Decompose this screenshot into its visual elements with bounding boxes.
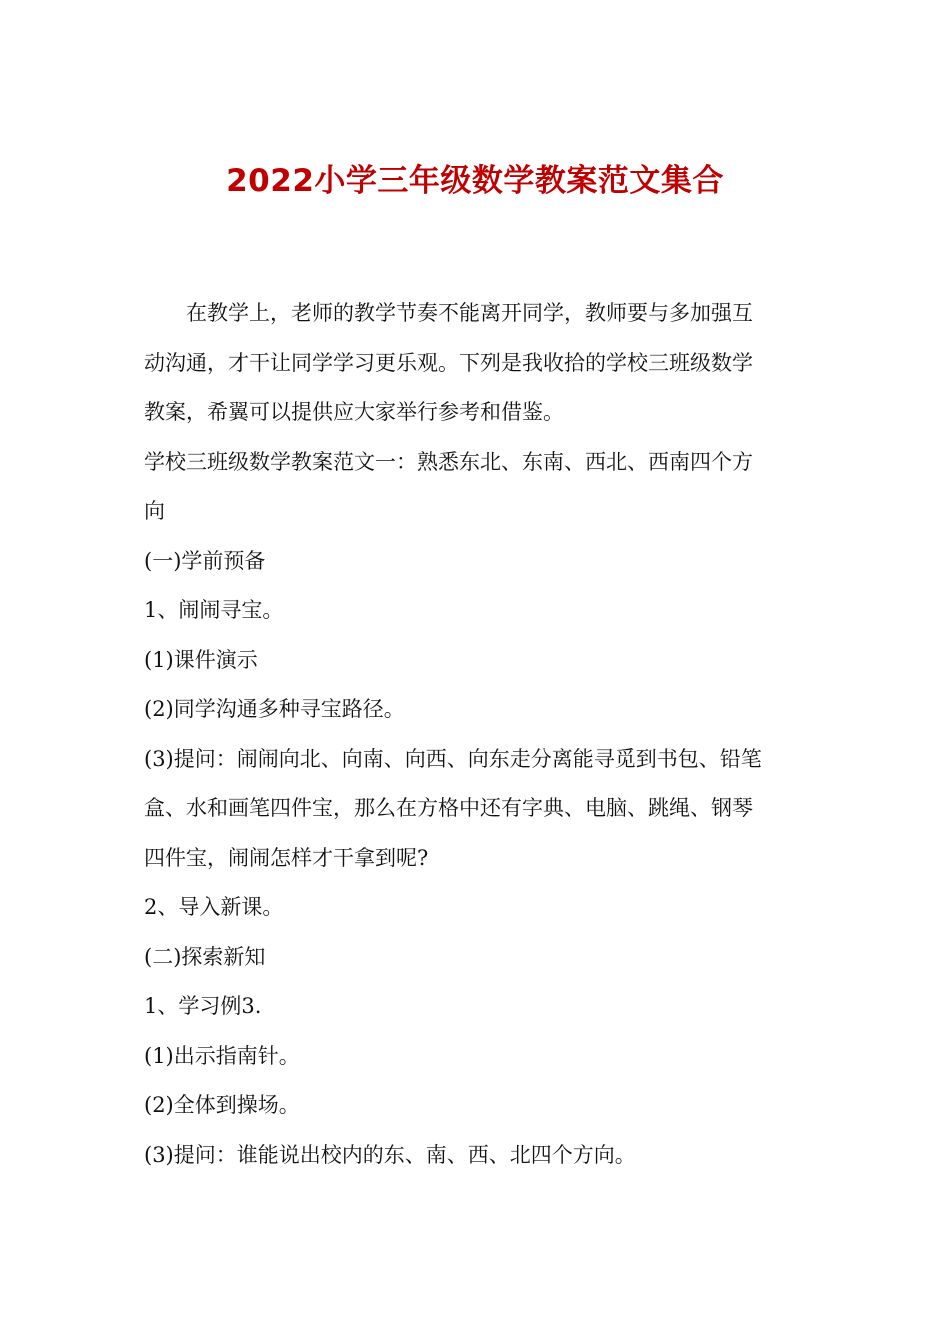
list-item: (3)提问：闹闹向北、向南、向西、向东走分离能寻觅到书包、铅笔 bbox=[144, 746, 762, 771]
list-item: (1)出示指南针。 bbox=[144, 1043, 300, 1068]
subsection-heading: (一)学前预备 bbox=[144, 548, 266, 573]
section-heading: 学校三班级数学教案范文一：熟悉东北、东南、西北、西南四个方 bbox=[144, 449, 753, 474]
list-item: (2)全体到操场。 bbox=[144, 1093, 300, 1117]
text-line: 教案，希翼可以提供应大家举行参考和借鉴。 bbox=[144, 400, 564, 424]
subsection-heading: (二)探索新知 bbox=[144, 944, 266, 969]
list-item: (3)提问：谁能说出校内的东、南、西、北四个方向。 bbox=[144, 1142, 636, 1167]
list-item: 2、导入新课。 bbox=[144, 895, 284, 919]
list-item: 1、闹闹寻宝。 bbox=[144, 598, 284, 622]
text-line: 动沟通，才干让同学学习更乐观。下列是我收拾的学校三班级数学 bbox=[144, 350, 753, 375]
list-item: (1)课件演示 bbox=[144, 647, 258, 672]
list-item: 1、学习例3. bbox=[144, 994, 262, 1018]
text-line: 四件宝，闹闹怎样才干拿到呢? bbox=[144, 845, 429, 870]
list-item: (2)同学沟通多种寻宝路径。 bbox=[144, 697, 405, 721]
text-line: 盒、水和画笔四件宝，那么在方格中还有字典、电脑、跳绳、钢琴 bbox=[144, 796, 753, 820]
document-title: 2022小学三年级数学教案范文集合 bbox=[226, 163, 724, 199]
document-body bbox=[144, 289, 808, 1180]
text-line: 向 bbox=[144, 499, 165, 523]
text-line: 在教学上，老师的教学节奏不能离开同学，教师要与多加强互 bbox=[144, 301, 753, 325]
